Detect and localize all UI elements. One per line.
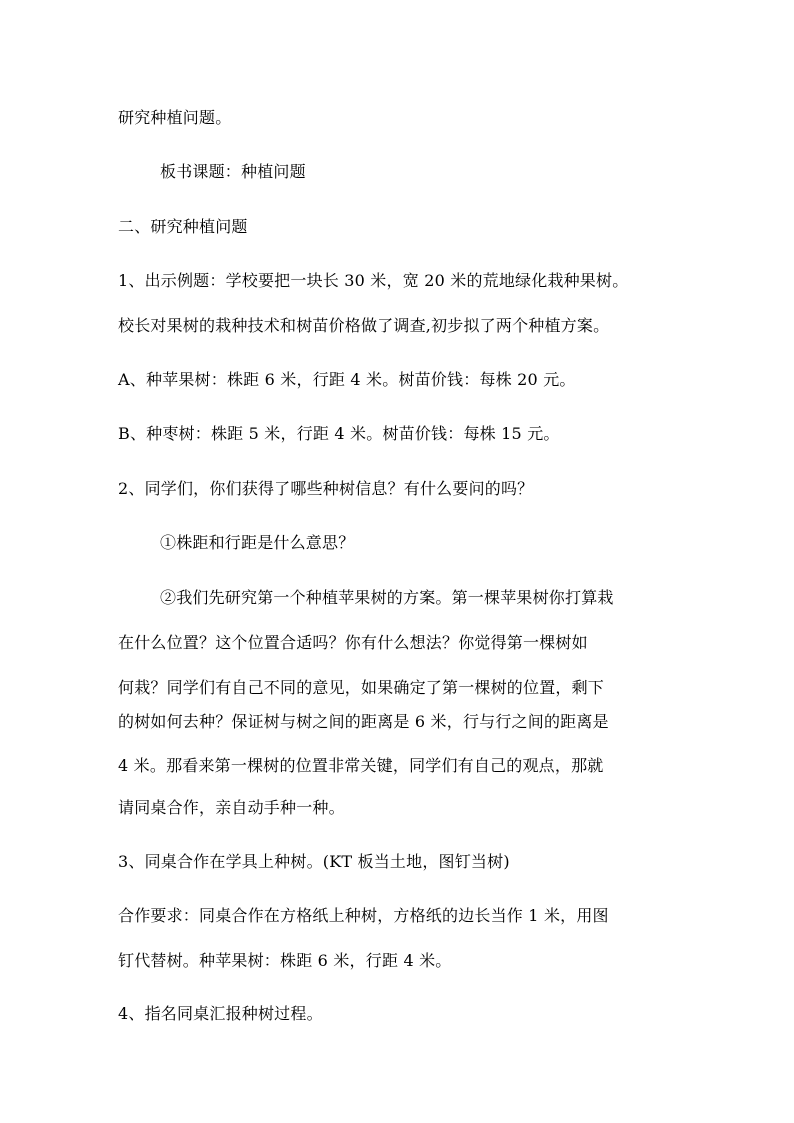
- text-line: 何栽？同学们有自己不同的意见，如果确定了第一棵树的位置，剩下: [118, 678, 605, 697]
- text-line: 钉代替树。种苹果树：株距 6 米，行距 4 米。: [118, 951, 452, 970]
- text-line: 请同桌合作，亲自动手种一种。: [118, 798, 345, 817]
- text-line: 校长对果树的栽种技术和树苗价格做了调查,初步拟了两个种植方案。: [118, 316, 610, 335]
- text-line: 研究种植问题。: [118, 108, 232, 127]
- text-line: A、种苹果树：株距 6 米，行距 4 米。树苗价钱：每株 20 元。: [118, 370, 576, 389]
- text-line: 2、同学们，你们获得了哪些种树信息？有什么要问的吗？: [118, 479, 534, 498]
- text-line: 1、出示例题：学校要把一块长 30 米，宽 20 米的荒地绿化栽种果树。: [118, 271, 629, 290]
- text-line: 的树如何去种？保证树与树之间的距离是 6 米，行与行之间的距离是: [118, 712, 609, 731]
- text-line: 在什么位置？这个位置合适吗？你有什么想法？你觉得第一棵树如: [118, 633, 588, 652]
- text-line: 4、指名同桌汇报种树过程。: [118, 1004, 323, 1023]
- text-line: 4 米。那看来第一棵树的位置非常关键，同学们有自己的观点，那就: [118, 756, 604, 775]
- text-line: ①株距和行距是什么意思？: [160, 533, 355, 552]
- text-line: B、种枣树：株距 5 米，行距 4 米。树苗价钱：每株 15 元。: [118, 424, 560, 443]
- text-line: ②我们先研究第一个种植苹果树的方案。第一棵苹果树你打算栽: [160, 588, 614, 607]
- text-line: 3、同桌合作在学具上种树。(KT 板当土地，图钉当树): [118, 852, 510, 871]
- section-heading: 二、研究种植问题: [118, 217, 248, 236]
- text-line: 板书课题：种植问题: [160, 162, 306, 181]
- text-line: 合作要求：同桌合作在方格纸上种树，方格纸的边长当作 1 米，用图: [118, 906, 609, 925]
